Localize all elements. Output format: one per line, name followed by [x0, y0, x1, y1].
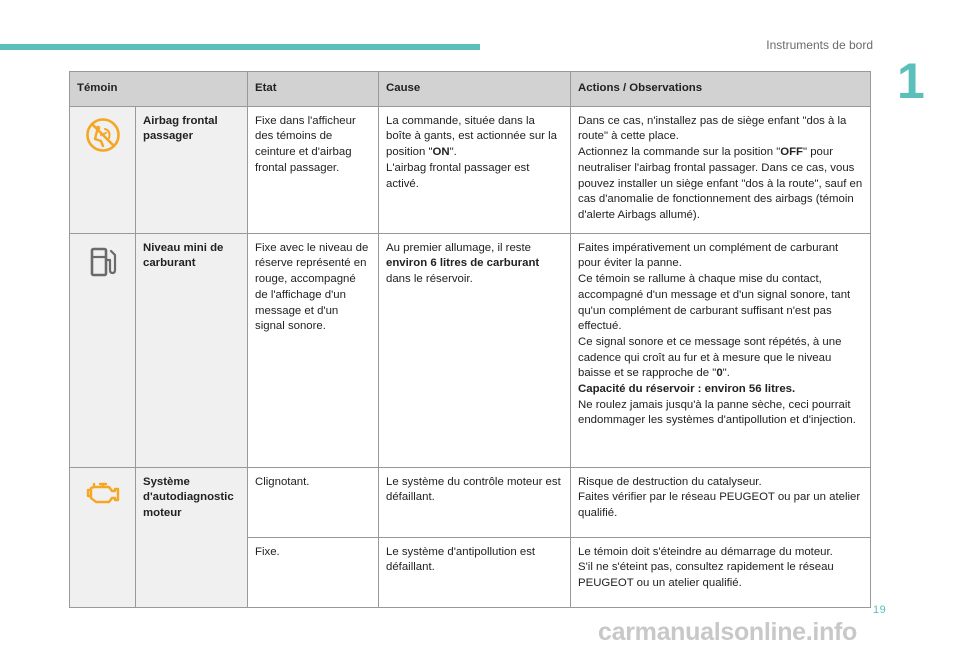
cause-cell: [379, 106, 571, 233]
actions-cell: [571, 233, 871, 467]
cause-paragraph: [386, 114, 563, 161]
warning-lights-table: [69, 71, 871, 608]
actions-paragraph: Ne roulez jamais jusqu'à la panne sèche, ceci pourrait endommager les systèmes d'antipollution et d'injection.: [578, 398, 856, 427]
header-cause: Cause: [379, 72, 571, 107]
actions-bold: OFF: [780, 146, 804, 159]
actions-paragraph: Le témoin doit s'éteindre au démarrage du moteur.: [578, 545, 833, 558]
actions-paragraph: [578, 335, 863, 382]
airbag-off-icon: [85, 117, 121, 159]
table-row: [70, 467, 871, 537]
temoin-name: Système d'autodiagnostic moteur: [136, 467, 248, 607]
icon-cell: [70, 467, 136, 607]
etat-cell: Fixe.: [248, 537, 379, 607]
actions-text: Ce signal sonore et ce message sont répétés, à une cadence qui croît au fur et à mesure que le niveau baisse et se rapproche de ": [578, 335, 842, 380]
section-title: Instruments de bord: [766, 38, 873, 52]
cause-bold: ON: [432, 146, 450, 159]
temoin-name: Niveau mini de carburant: [136, 233, 248, 467]
header-accent-bar: [0, 44, 480, 50]
actions-text: ".: [722, 367, 730, 380]
etat-cell: Fixe avec le niveau de réserve représenté en rouge, accompagné de l'affichage d'un message et d'un signal sonore.: [248, 233, 379, 467]
page-number: 19: [873, 604, 887, 616]
cause-cell: Le système d'antipollution est défaillant.: [379, 537, 571, 607]
actions-bold: 0: [716, 367, 723, 380]
actions-paragraph: Faites impérativement un complément de carburant pour éviter la panne.: [578, 241, 839, 270]
actions-cell: [571, 467, 871, 537]
actions-paragraph: Ce témoin se rallume à chaque mise du contact, accompagné d'un message et d'un signal sonore, tant qu'un complément de carburant suffisant n'est pas effectué.: [578, 273, 851, 333]
actions-paragraph: Risque de destruction du catalyseur.: [578, 475, 762, 488]
cause-cell: Le système du contrôle moteur est défaillant.: [379, 467, 571, 537]
actions-text: Actionnez la commande sur la position ": [578, 146, 781, 159]
header-etat: Etat: [248, 72, 379, 107]
fuel-pump-icon: [85, 244, 121, 286]
etat-cell: Clignotant.: [248, 467, 379, 537]
engine-check-icon: [85, 478, 121, 514]
actions-paragraph: S'il ne s'éteint pas, consultez rapidement le réseau PEUGEOT ou un atelier qualifié.: [578, 561, 834, 590]
icon-cell: [70, 233, 136, 467]
table-row: [70, 233, 871, 467]
header-temoin: Témoin: [70, 72, 248, 107]
icon-cell: [70, 106, 136, 233]
actions-text: " pour neutraliser l'airbag frontal passager. Dans ce cas, vous pouvez installer un siège enfant "dos à la route", sauf en cas d'anomalie de fonctionnement des airbags (témoin d'alerte Airbags allumé).: [578, 146, 863, 221]
table-row: [70, 106, 871, 233]
chapter-number: 1: [897, 53, 925, 109]
actions-paragraph: Dans ce cas, n'installez pas de siège enfant "dos à la route" à cette place.: [578, 114, 847, 143]
cause-text: ".: [449, 146, 457, 159]
etat-cell: Fixe dans l'afficheur des témoins de ceinture et d'airbag frontal passager.: [248, 106, 379, 233]
actions-cell: [571, 537, 871, 607]
cause-paragraph: L'airbag frontal passager est activé.: [386, 161, 530, 190]
temoin-name: Airbag frontal passager: [136, 106, 248, 233]
actions-paragraph: Faites vérifier par le réseau PEUGEOT ou par un atelier qualifié.: [578, 491, 861, 520]
header-actions: Actions / Observations: [571, 72, 871, 107]
actions-paragraph: [578, 145, 863, 224]
actions-cell: [571, 106, 871, 233]
watermark: carmanualsonline.info: [598, 618, 858, 646]
tank-capacity: Capacité du réservoir : environ 56 litres.: [578, 383, 796, 396]
cause-text: dans le réservoir.: [386, 273, 473, 286]
cause-text: Au premier allumage, il reste: [386, 241, 531, 254]
cause-text: La commande, située dans la boîte à gants, est actionnée sur la position ": [386, 114, 557, 159]
cause-cell: [379, 233, 571, 467]
table-header-row: [70, 72, 871, 107]
cause-bold: environ 6 litres de carburant: [386, 257, 540, 270]
